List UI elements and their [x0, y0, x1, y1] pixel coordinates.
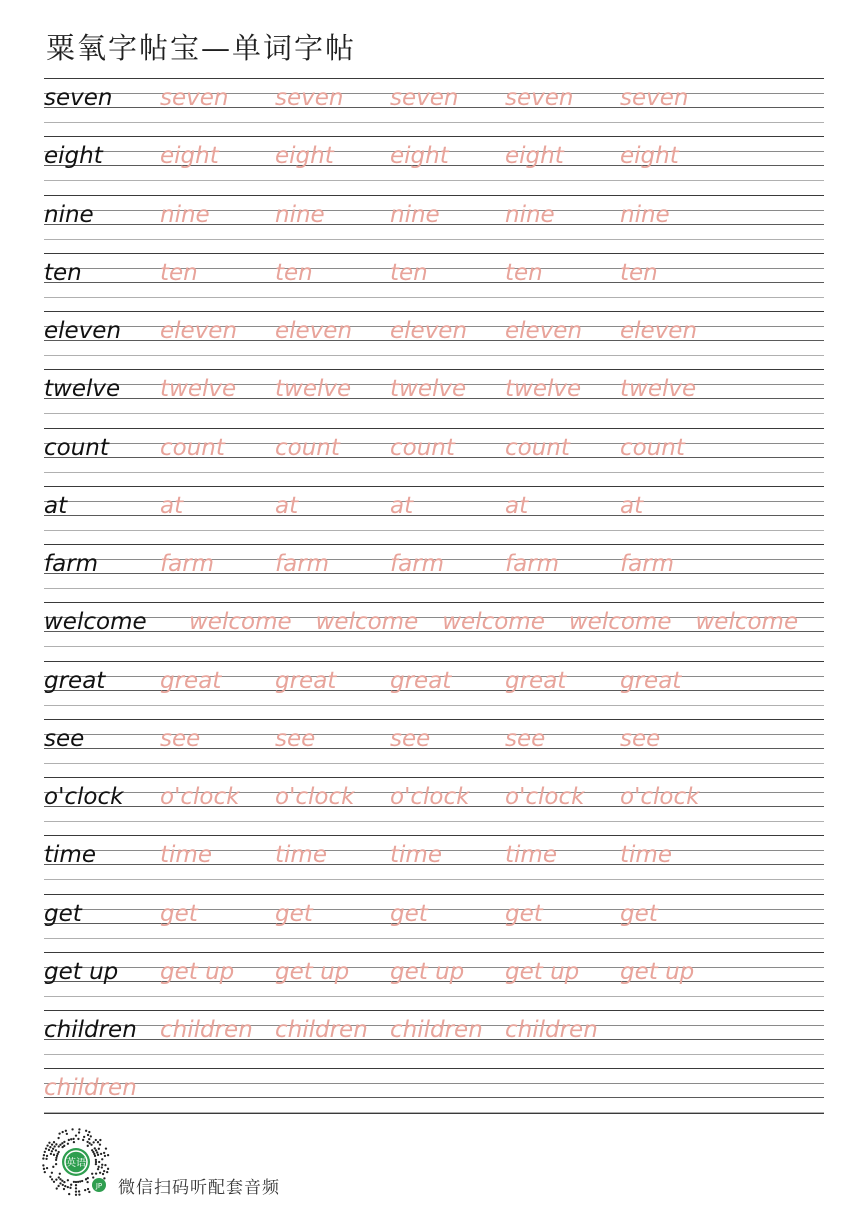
ruling-line [44, 952, 824, 953]
practice-row [44, 777, 824, 835]
ruling-line [44, 996, 824, 997]
trace-word: twelve [275, 376, 352, 403]
model-word: children [44, 1017, 137, 1043]
trace-word: children [44, 1075, 137, 1102]
trace-word: eleven [275, 318, 353, 344]
ruling-line [44, 239, 824, 240]
ruling-line [44, 1054, 824, 1055]
trace-word: see [160, 725, 201, 752]
ruling-line [44, 1097, 824, 1098]
trace-word: time [390, 842, 442, 869]
ruling-line [44, 122, 824, 123]
trace-word: eight [620, 143, 679, 170]
trace-word: eleven [505, 318, 583, 344]
ruling-line [44, 879, 824, 880]
model-word: get [44, 900, 82, 927]
trace-word: twelve [620, 376, 697, 403]
practice-row [44, 311, 824, 369]
trace-word: twelve [160, 376, 237, 403]
trace-word: get up [620, 958, 695, 985]
trace-word: children [390, 1017, 483, 1043]
model-word: o'clock [44, 784, 124, 810]
model-word: twelve [44, 376, 121, 403]
trace-word: o'clock [160, 784, 240, 810]
practice-row [44, 1010, 824, 1068]
page-title: 粟氧字帖宝—单词字帖 [46, 31, 357, 65]
practice-row [44, 136, 824, 194]
qr-code-icon[interactable] [40, 1126, 112, 1198]
trace-word: o'clock [620, 784, 700, 810]
ruling-line [44, 894, 824, 895]
practice-row [44, 78, 824, 136]
ruling-line [44, 136, 824, 137]
model-word: get up [44, 958, 119, 985]
model-word: welcome [44, 609, 147, 636]
ruling-line [44, 253, 824, 254]
trace-word: eleven [390, 318, 468, 344]
trace-word: at [505, 492, 529, 519]
trace-word: ten [505, 259, 543, 286]
trace-word: seven [620, 85, 689, 111]
trace-word: twelve [505, 376, 582, 403]
model-word: eleven [44, 318, 122, 344]
ruling-line [44, 938, 824, 939]
ruling-line [44, 719, 824, 720]
trace-word: o'clock [275, 784, 355, 810]
ruling-line [44, 530, 824, 531]
trace-word: nine [160, 201, 210, 228]
trace-word: seven [275, 85, 344, 111]
ruling-line [44, 705, 824, 706]
trace-word: time [275, 842, 327, 869]
trace-word: great [620, 667, 682, 694]
bottom-ruling-line [44, 1113, 824, 1114]
ruling-line [44, 355, 824, 356]
trace-word: farm [505, 551, 560, 577]
trace-word: time [505, 842, 557, 869]
trace-word: get up [505, 958, 580, 985]
practice-row [44, 1068, 824, 1126]
ruling-line [44, 1083, 824, 1084]
trace-word: children [505, 1017, 598, 1043]
model-word: see [44, 725, 85, 752]
trace-word: count [505, 434, 570, 461]
trace-word: get [390, 900, 428, 927]
ruling-line [44, 297, 824, 298]
practice-row [44, 602, 824, 660]
trace-word: eight [275, 143, 334, 170]
trace-word: nine [390, 201, 440, 228]
model-word: count [44, 434, 109, 461]
qr-badge-label: 英语 [66, 1158, 86, 1169]
model-word: nine [44, 201, 94, 228]
ruling-line [44, 413, 824, 414]
trace-word: ten [275, 259, 313, 286]
ruling-line [44, 428, 824, 429]
trace-word: farm [620, 551, 675, 577]
trace-word: see [505, 725, 546, 752]
trace-word: farm [275, 551, 330, 577]
trace-word: nine [620, 201, 670, 228]
ruling-line [44, 661, 824, 662]
ruling-line [44, 369, 824, 370]
model-word: ten [44, 259, 82, 286]
trace-word: get up [390, 958, 465, 985]
ruling-line [44, 835, 824, 836]
trace-word: welcome [568, 609, 672, 636]
ruling-line [44, 1010, 824, 1011]
trace-word: get [275, 900, 313, 927]
trace-word: welcome [442, 609, 545, 636]
trace-word: farm [160, 551, 215, 577]
trace-word: great [390, 667, 452, 694]
trace-word: great [160, 667, 222, 694]
practice-row [44, 253, 824, 311]
trace-word: see [620, 725, 661, 752]
trace-word: at [390, 492, 414, 519]
trace-word: o'clock [390, 784, 470, 810]
practice-row [44, 369, 824, 427]
trace-word: ten [390, 259, 428, 286]
trace-word: welcome [189, 609, 292, 636]
trace-word: count [620, 434, 685, 461]
trace-word: ten [620, 259, 658, 286]
trace-word: great [275, 667, 337, 694]
trace-word: get up [275, 958, 350, 985]
trace-word: count [390, 434, 455, 461]
ruling-line [44, 180, 824, 181]
model-word: great [44, 667, 106, 694]
trace-word: at [275, 492, 299, 519]
trace-word: at [620, 492, 644, 519]
trace-word: time [160, 842, 212, 869]
trace-word: seven [160, 85, 229, 111]
practice-row [44, 952, 824, 1010]
practice-row [44, 661, 824, 719]
trace-word: get [505, 900, 543, 927]
trace-word: farm [390, 551, 445, 577]
trace-word: get [160, 900, 198, 927]
ruling-line [44, 78, 824, 79]
trace-word: welcome [695, 609, 799, 636]
trace-word: twelve [390, 376, 467, 403]
practice-row [44, 544, 824, 602]
trace-word: welcome [315, 609, 419, 636]
qr-corner-label: JP [95, 1182, 103, 1190]
model-word: farm [44, 551, 99, 577]
ruling-line [44, 1068, 824, 1069]
model-word: seven [44, 85, 113, 111]
trace-word: eight [160, 143, 219, 170]
trace-word: eight [505, 143, 564, 170]
trace-word: eleven [620, 318, 698, 344]
practice-row [44, 835, 824, 893]
trace-word: see [390, 725, 431, 752]
trace-word: count [275, 434, 340, 461]
trace-word: nine [275, 201, 325, 228]
trace-word: get up [160, 958, 235, 985]
practice-row [44, 195, 824, 253]
footer-caption: 微信扫码听配套音频 [118, 1178, 280, 1198]
trace-word: seven [505, 85, 574, 111]
ruling-line [44, 486, 824, 487]
model-word: at [44, 492, 68, 519]
ruling-line [44, 195, 824, 196]
practice-row [44, 719, 824, 777]
model-word: time [44, 842, 96, 869]
trace-word: children [275, 1017, 368, 1043]
ruling-line [44, 544, 824, 545]
ruling-line [44, 472, 824, 473]
trace-word: nine [505, 201, 555, 228]
footer [40, 1126, 360, 1198]
trace-word: seven [390, 85, 459, 111]
trace-word: great [505, 667, 567, 694]
practice-row [44, 486, 824, 544]
practice-row [44, 894, 824, 952]
trace-word: eight [390, 143, 449, 170]
trace-word: children [160, 1017, 253, 1043]
trace-word: at [160, 492, 184, 519]
ruling-line [44, 777, 824, 778]
trace-word: see [275, 725, 316, 752]
model-word: eight [44, 143, 103, 170]
trace-word: count [160, 434, 225, 461]
ruling-line [44, 646, 824, 647]
trace-word: ten [160, 259, 198, 286]
trace-word: o'clock [505, 784, 585, 810]
trace-word: eleven [160, 318, 238, 344]
ruling-line [44, 588, 824, 589]
ruling-line [44, 763, 824, 764]
practice-row [44, 428, 824, 486]
ruling-line [44, 311, 824, 312]
ruling-line [44, 821, 824, 822]
trace-word: get [620, 900, 658, 927]
ruling-line [44, 602, 824, 603]
trace-word: time [620, 842, 672, 869]
